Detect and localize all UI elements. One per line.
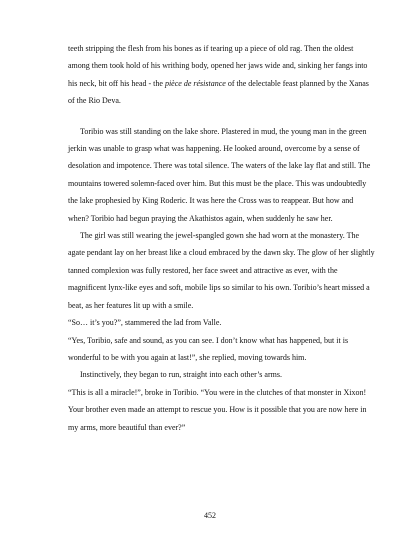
paragraph — [68, 40, 376, 110]
dialogue-line: “So… it’s you?”, stammered the lad from Valle. — [68, 318, 222, 328]
paragraph-text: of the delectable feast planned by the Xanas of the Rio Deva. — [68, 78, 369, 106]
page-number: 452 — [204, 511, 216, 520]
italic-phrase: pièce de résistance — [164, 78, 226, 88]
section-break — [68, 110, 376, 123]
body-text — [68, 40, 376, 436]
dialogue-line: “Yes, Toribio, safe and sound, as you can see. I don’t know what has happened, but it is wonderful to be with you again at last!”, she replied, moving towards him. — [68, 335, 349, 362]
paragraph: Toribio was still standing on the lake shore. Plastered in mud, the young man in the green jerkin was unable to grasp what was happening. He looked around, overcome by a sense of desolation and impotence. There was total silence. The waters of the lake lay flat and still. The mountains towered solemn-faced over him. But this must be the place. This was undoubtedly the lake prophesied by King Roderic. It was here the Cross was to reappear. But how and when? Toribio had begun praying the Akathistos again, when suddenly he saw her. — [68, 126, 371, 223]
paragraph: Instinctively, they began to run, straight into each other’s arms. — [80, 370, 282, 380]
dialogue-line: “This is all a miracle!”, broke in Toribio. “You were in the clutches of that monster in Xixon! Your brother even made an attempt to rescue you. How is it possible that you are now here in my arms, more beautiful than ever?” — [68, 387, 367, 432]
paragraph: The girl was still wearing the jewel-spangled gown she had worn at the monastery. The agate pendant lay on her breast like a cloud embraced by the dawn sky. The glow of her slightly tanned complexion was fully restored, her face sweet and attractive as ever, with the magnificent lynx-like eyes and soft, mobile lips so similar to his own. Toribio’s heart missed a beat, as her features lit up with a smile. — [68, 231, 375, 310]
paragraph-text: teeth stripping the flesh from his bones as if tearing up a piece of old rag. Then the oldest among them took hold of his writhing body, opened her jaws wide and, sinking her fangs into his neck, bit off his head - the — [68, 44, 368, 88]
